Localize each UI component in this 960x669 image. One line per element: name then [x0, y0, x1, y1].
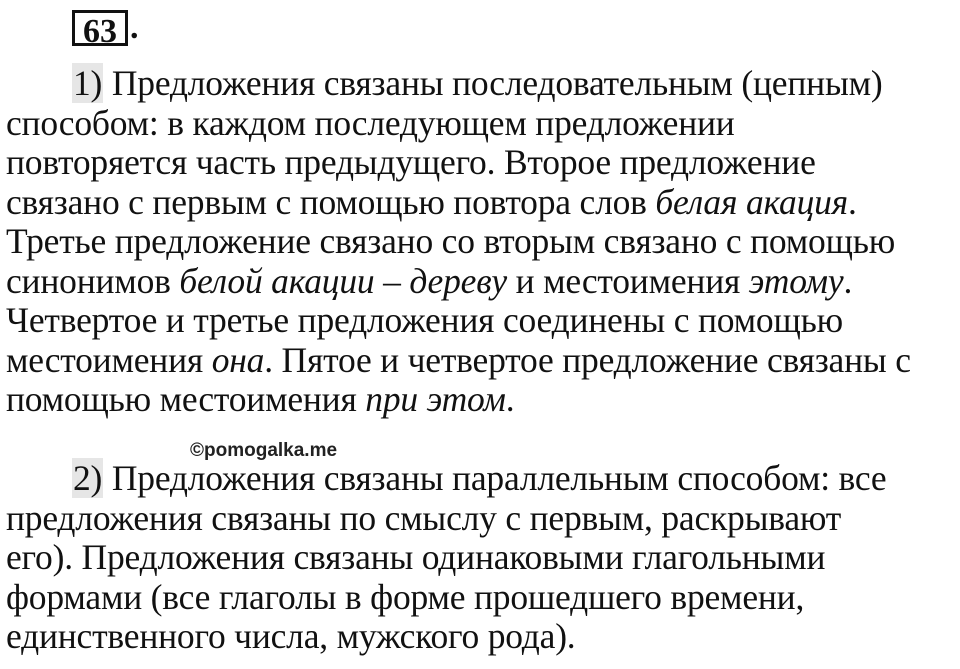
task-number-dot: . [130, 9, 139, 46]
paragraph-line: Третье предложение связано со вторым связано с помощью [6, 221, 896, 261]
answer-paragraph-2 [6, 459, 956, 657]
italic-example: белая акация [655, 181, 848, 222]
italic-example: белой акации – дереву [179, 260, 507, 301]
paragraph-line [6, 459, 956, 499]
answer-paragraph-1 [6, 64, 956, 420]
italic-example: этому [748, 260, 844, 301]
line-text: Предложения связаны последовательным (цепным) [103, 63, 883, 103]
paragraph-line: Четвертое и третье предложения соединены с помощью [6, 300, 843, 340]
paragraph-line [6, 262, 956, 302]
paragraph-line: предложения связаны по смыслу с первым, раскрывают [6, 497, 842, 538]
item-marker-1: 1) [73, 63, 103, 103]
paragraph-line: его). Предложения связаны одинаковыми глагольными [6, 537, 826, 577]
paragraph-line: повторяется часть предыдущего. Второе предложение [6, 142, 816, 182]
paragraph-line: формами (все глаголы в форме прошедшего времени, [6, 576, 805, 617]
line-text: и местоимения [506, 260, 749, 301]
paragraph-line: способом: в каждом последующем предложении [6, 102, 735, 143]
italic-example: она [211, 339, 265, 380]
line-text: . [847, 181, 857, 222]
task-number-box: 63 [72, 10, 128, 46]
line-text: синонимов [6, 260, 180, 301]
line-text: . [505, 379, 515, 419]
watermark: ©pomogalka.me [190, 440, 338, 461]
line-text: помощью местоимения [6, 379, 366, 419]
line-text: . Пятое и четвертое предложение связаны с [264, 339, 911, 380]
line-text: связано с первым с помощью повтора слов [6, 181, 656, 222]
item-marker-2: 2) [73, 458, 103, 498]
italic-example: при этом [365, 379, 506, 419]
paragraph-line [6, 183, 956, 223]
paragraph-line [6, 380, 956, 420]
line-text: . [843, 260, 853, 301]
task-number-header [72, 6, 139, 50]
paragraph-line: единственного числа, мужского рода). [6, 616, 576, 656]
paragraph-line [6, 341, 956, 381]
paragraph-line [6, 64, 956, 104]
line-text: Предложения связаны параллельным способом: все [103, 458, 887, 498]
line-text: местоимения [6, 339, 212, 380]
